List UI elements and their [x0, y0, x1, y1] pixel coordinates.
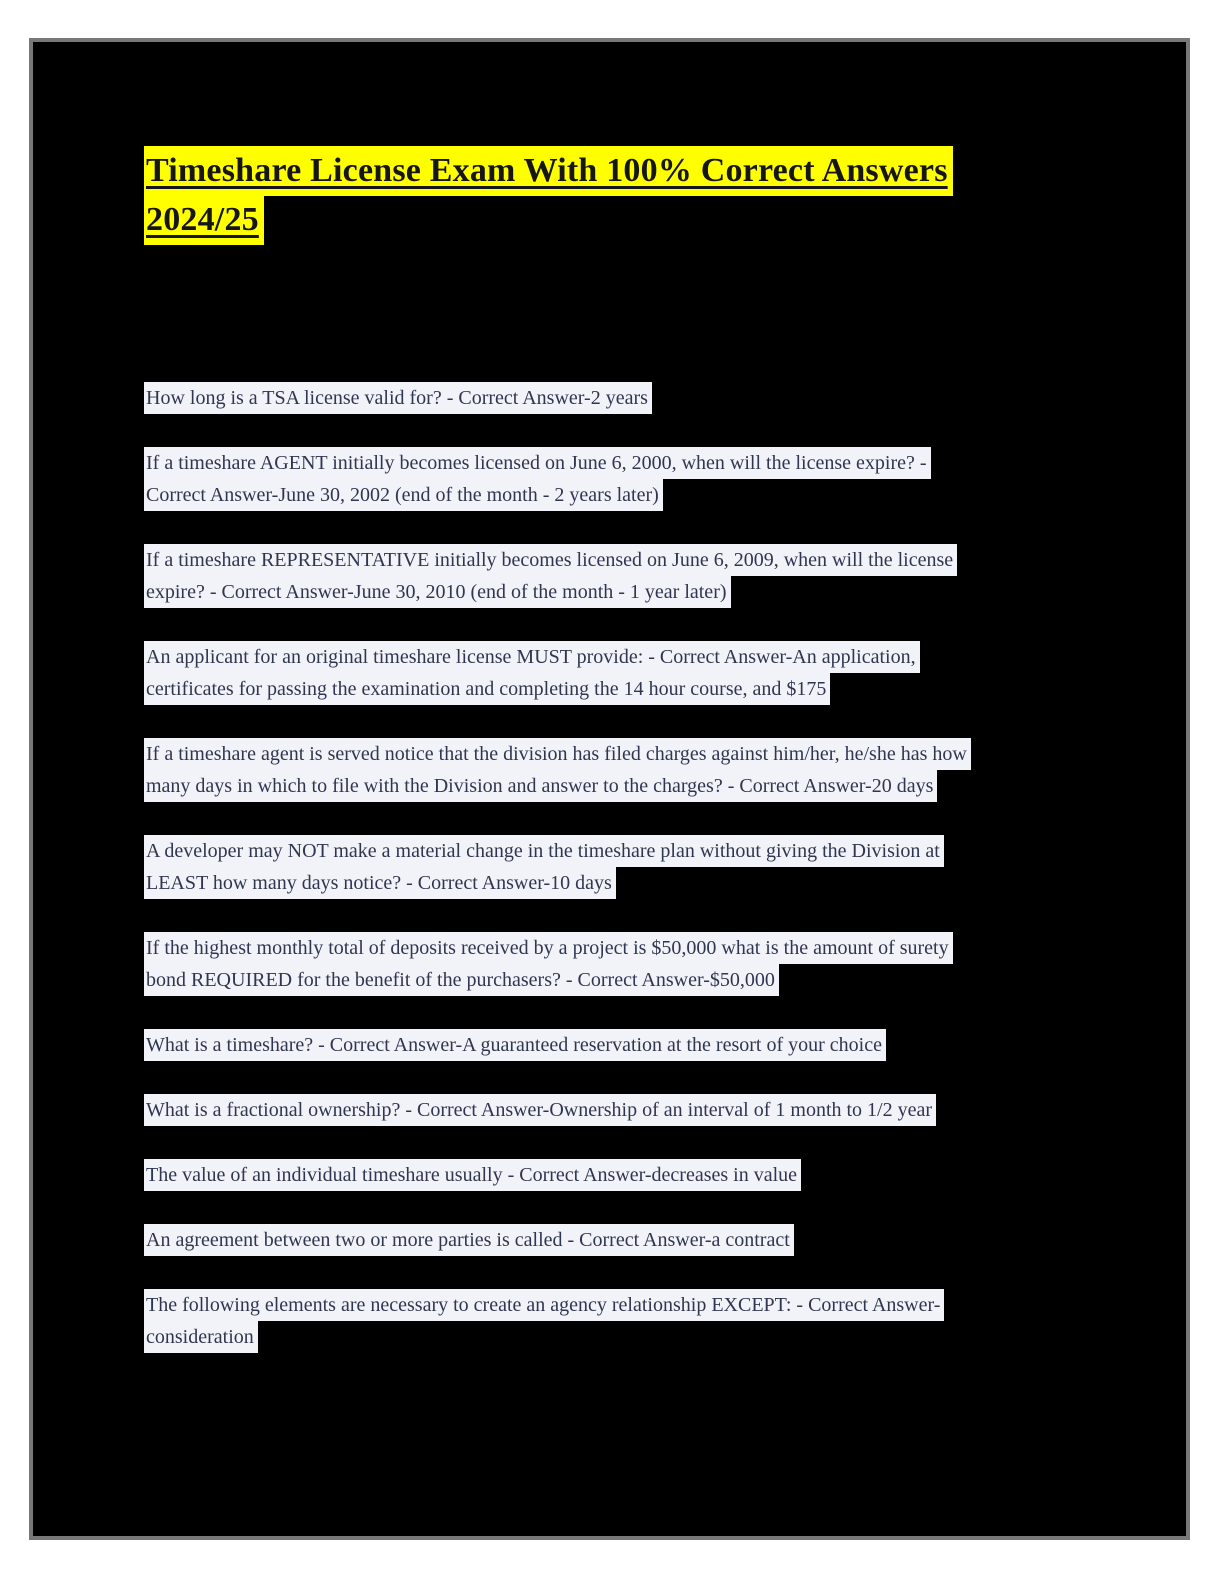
qa-highlighted-text: If a timeshare REPRESENTATIVE initially becomes licensed on June 6, 2009, when will the license expire? - Correct Answer-June 30, 2010 (end of the month - 1 year later)	[144, 544, 957, 608]
qa-item	[144, 544, 1146, 608]
qa-item	[144, 932, 1146, 996]
qa-highlighted-text: If a timeshare AGENT initially becomes licensed on June 6, 2000, when will the license expire? - Correct Answer-June 30, 2002 (end of the month - 2 years later)	[144, 447, 931, 511]
document-page	[29, 38, 1190, 1540]
page-content	[33, 42, 1186, 1353]
qa-item	[144, 1159, 1146, 1191]
qa-item	[144, 382, 1146, 414]
qa-item	[144, 835, 1146, 899]
qa-item	[144, 447, 1146, 511]
title-highlighted-text: Timeshare License Exam With 100% Correct Answers 2024/25	[144, 146, 953, 245]
qa-highlighted-text: If a timeshare agent is served notice that the division has filed charges against him/her, he/she has how many days in which to file with the Division and answer to the charges? - Correct Answer-20 days	[144, 738, 971, 802]
qa-list	[144, 382, 1146, 1353]
qa-item	[144, 1094, 1146, 1126]
qa-item	[144, 641, 1146, 705]
qa-highlighted-text: What is a timeshare? - Correct Answer-A guaranteed reservation at the resort of your choice	[144, 1029, 886, 1061]
qa-item	[144, 738, 1146, 802]
qa-item	[144, 1224, 1146, 1256]
qa-highlighted-text: How long is a TSA license valid for? - Correct Answer-2 years	[144, 382, 652, 414]
page-title	[144, 146, 1146, 244]
qa-highlighted-text: What is a fractional ownership? - Correct Answer-Ownership of an interval of 1 month to 1/2 year	[144, 1094, 936, 1126]
qa-highlighted-text: The value of an individual timeshare usually - Correct Answer-decreases in value	[144, 1159, 801, 1191]
qa-highlighted-text: The following elements are necessary to create an agency relationship EXCEPT: - Correct Answer- consideration	[144, 1289, 944, 1353]
qa-highlighted-text: A developer may NOT make a material change in the timeshare plan without giving the Division at LEAST how many days notice? - Correct Answer-10 days	[144, 835, 944, 899]
qa-highlighted-text: If the highest monthly total of deposits received by a project is $50,000 what is the amount of surety bond REQUIRED for the benefit of the purchasers? - Correct Answer-$50,000	[144, 932, 953, 996]
qa-item	[144, 1289, 1146, 1353]
qa-highlighted-text: An applicant for an original timeshare license MUST provide: - Correct Answer-An application, certificates for passing the examination and completing the 14 hour course, and $175	[144, 641, 920, 705]
qa-highlighted-text: An agreement between two or more parties is called - Correct Answer-a contract	[144, 1224, 794, 1256]
qa-item	[144, 1029, 1146, 1061]
